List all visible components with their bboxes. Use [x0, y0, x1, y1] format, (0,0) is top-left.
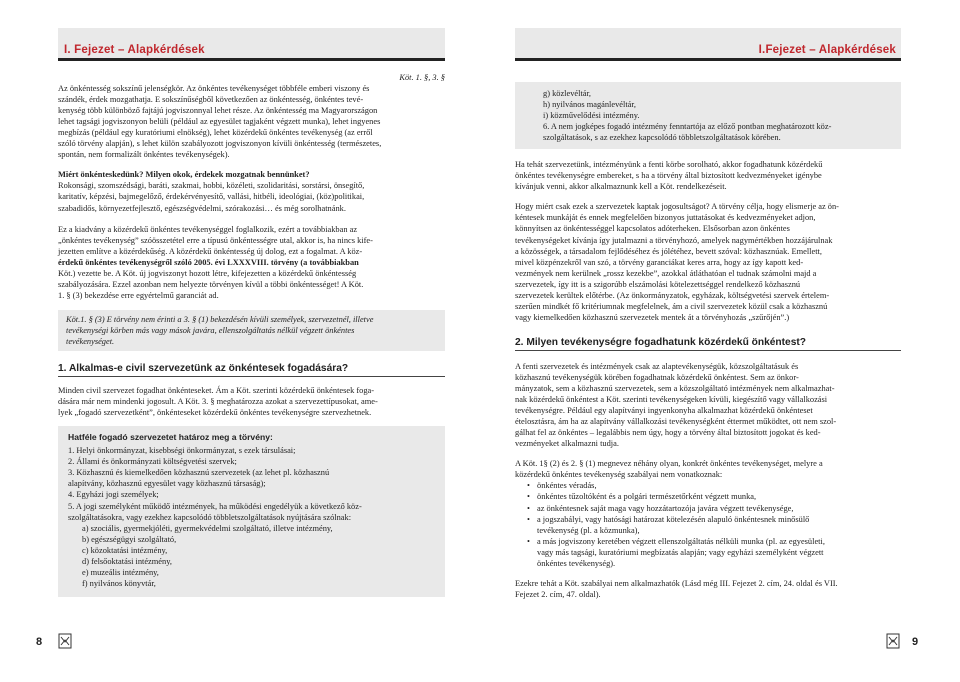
- text-line: szóló törvény alapján), s lehet külön szabályozott jogviszonyon kívüli önkéntesség (természetes,: [58, 139, 382, 149]
- host-organisations-box-continued: [515, 82, 901, 149]
- running-header-right: I.Fejezet – Alapkérdések: [758, 44, 896, 56]
- law-quote-box: [58, 310, 445, 351]
- list-item: g) közlevéltár,: [543, 89, 592, 98]
- text-line: könnyítsen az önkéntességgel kapcsolatos adóterheken. Elsősorban azon önkéntes: [515, 224, 790, 234]
- publication-scope-paragraph: [58, 224, 445, 301]
- list-item: • a más jogviszony keretében végzett ellenszolgáltatás nélküli munka (pl. az egyesületi,: [515, 536, 901, 547]
- text-line: közérdekű önkéntes tevékenység szabályai nem vonatkoznak:: [515, 470, 723, 480]
- closing-paragraph: [515, 578, 901, 600]
- text-line: vagy kiemelkedően közhasznú szervezetek mentek át a törvényhozás „szűrőjén”.): [515, 312, 790, 322]
- host-organisations-box: [58, 426, 445, 597]
- text-line: spontán, nem formalizált önkéntes tevékenységek).: [58, 150, 230, 160]
- list-item: szolgáltatások, s az ezekhez kapcsolódó többletszolgáltatások körében.: [543, 133, 781, 143]
- text-line: Köt.1. § (3) E törvény nem érinti a 3. § (1) bekezdésén kívüli személyek, szervezetnél, illetve: [66, 314, 374, 324]
- list-item: h) nyilvános magánlevéltár,: [543, 100, 636, 110]
- list-item: i) közművelődési intézmény.: [543, 111, 640, 121]
- exceptions-list: [515, 480, 901, 568]
- intro-paragraph: [58, 83, 445, 160]
- running-header-left: I. Fejezet – Alapkérdések: [64, 44, 205, 56]
- list-item: 6. A nem jogképes fogadó intézmény fenntartója az előző pontban meghatározott köz-: [543, 122, 832, 132]
- text-line: érdekű önkéntes tevékenységről szóló 2005. évi LXXXVIII. törvény (a továbbiakban: [58, 257, 359, 267]
- list-item: 4. Egyházi jogi személyek;: [68, 490, 159, 500]
- text-line: szerűen mindkét fő kritériumnak megfelelnek, ám a civil szervezetek közül csak a közhasznú: [515, 301, 828, 311]
- text-line: „önkéntes tevékenység” szóösszetétel erre a típusú önkéntességre utal, akkor is, ha nincs kife-: [58, 235, 373, 245]
- list-item: alapítvány, közhasznú egyesület vagy közhasznú társaság);: [68, 479, 266, 489]
- list-item-continuation: vagy más tagsági, kuratóriumi megbízatás alapján; vagy egyházi személyként végzett: [537, 547, 824, 557]
- text-line: a közösségek, a társadalom fejlődéséhez és jólétéhez, bevett szóval: közhasznúak. Emellett,: [515, 246, 822, 256]
- header-rule-right: [515, 58, 901, 61]
- text-line: megbízás (például egy kuratóriumi elnökség), lehet közérdekű önkéntes tevékenység (az erről: [58, 128, 373, 138]
- text-line: közhasznú tevékenységük körében fogadhatnak közérdekű önkéntest. Sem az önkor-: [515, 372, 799, 382]
- list-item: szolgáltatásokra, vagy ezekhez kapcsolódó többletszolgáltatások nyújtására szólnak:: [68, 512, 352, 522]
- text-line: vezmények nem kerülnek „rossz kezekbe”, azokkal átláthatóan el tudnak számolni majd a: [515, 268, 817, 278]
- text-line: kívánjuk venni, akkor alkalmaznunk kell a Köt. rendelkezéseit.: [515, 182, 727, 192]
- list-item: • az önkéntesnek saját maga vagy hozzátartozója javára végzett tevékenysége,: [515, 503, 901, 514]
- text-line: mányzatok, sem a közhasznú szervezetek, sem a közszolgáltató intézmények nem alkalmazhat-: [515, 384, 835, 394]
- law-reference: Köt. 1. §, 3. §: [399, 73, 445, 82]
- exceptions-intro: [515, 458, 901, 480]
- text-line: 1. § (3) bekezdése erre egyértelmű garanciát ad.: [58, 290, 219, 300]
- text-line: Rokonsági, szomszédsági, baráti, szakmai, hobbi, közéleti, szolidaritási, sorstársi, önsegítő,: [58, 181, 365, 191]
- text-line: szabadidős, környezetfejlesztő, egészségvédelmi, szórakozási… és még sorolhatnánk.: [58, 203, 346, 213]
- list-item: c) közoktatási intézmény,: [82, 545, 168, 555]
- text-line: ételosztásra, ám ha az alapítvány vállalkozási tevékenységként éttermet működtet, ott nem szol-: [515, 417, 837, 427]
- text-line: nak közérdekű önkéntest a Köt. szerinti tevékenységeken kívüli, kiegészítő vagy vállalkozási: [515, 395, 828, 405]
- text-line: szándék, érdek mozgathatja. E sokszínűségből következően az önkéntesség, önkéntes tevé-: [58, 95, 364, 105]
- text-line: Ha tehát szervezetünk, intézményünk a fenti körbe sorolható, akkor fogadhatunk közérdekű: [515, 160, 823, 170]
- text-line: A fenti szervezetek és intézmények csak az alaptevékenységük, közszolgáltatásuk és: [515, 361, 799, 371]
- why-question: Miért önkénteskedünk? Milyen okok, érdekek mozgatnak bennünket?: [58, 170, 310, 180]
- list-item: 3. Közhasznú és kiemelkedően közhasznú szervezetek (az lehet pl. közhasznú: [68, 468, 330, 478]
- text-line: mivel közpénzekről van szó, a törvény garanciákat keres arra, hogy az így kapott ked-: [515, 257, 804, 267]
- page-number-left: 8: [36, 636, 43, 648]
- text-line: Fejezet 2. cím, 47. oldal).: [515, 589, 601, 599]
- section-2-heading: 2. Milyen tevékenységre fogadhatunk közérdekű önkéntest?: [515, 337, 901, 351]
- page-number-right: 9: [912, 636, 919, 648]
- conclusion-paragraph: [515, 159, 901, 192]
- section-2-paragraph: [515, 361, 901, 449]
- list-item: 2. Állami és önkormányzati költségvetési szervek;: [68, 457, 237, 467]
- list-item: b) egészségügyi szolgáltató,: [82, 534, 177, 544]
- text-line: gálhat fel az önkéntes – legalábbis nem úgy, hogy a törvény által biztosított jogokat és ked-: [515, 428, 821, 438]
- left-column: [58, 72, 445, 597]
- section-1-heading: 1. Alkalmas-e civil szervezetünk az önkéntesek fogadására?: [58, 363, 445, 377]
- text-line: szervezetek, így itt is a szigorúbb elszámolási kötelezettséggel rendelkező közhasznú: [515, 279, 801, 289]
- host-organisation-list: [68, 445, 435, 522]
- list-item: • önkéntes véradás,: [515, 480, 901, 491]
- text-line: lehet tagsági jogviszonyon belüli (például az egyesület tagjaként végzett munka), lehet ingyenes: [58, 117, 381, 127]
- why-answer: [58, 180, 445, 213]
- publisher-logo-icon: [886, 633, 900, 649]
- box-title: Hatféle fogadó szervezetet határoz meg a törvény:: [68, 432, 273, 443]
- text-line: lyek „fogadó szervezetként”, önkénteseket közérdekű önkéntes tevékenységre szervezhetnek.: [58, 408, 372, 418]
- list-item-continuation: önkéntes tevékenység).: [537, 558, 616, 568]
- text-line: tevékenységre. Például egy alapítványi ingyenkonyha alkalmazhat közérdekű önkénteset: [515, 406, 813, 416]
- list-item: f) nyilvános könyvtár,: [82, 578, 156, 588]
- text-line: szervezetek kerültek előtérbe. (Az önkormányzatok, egyházak, költségvetési szervek értelem-: [515, 290, 830, 300]
- text-line: karitatív, képzési, bajmegelőző, érdekérvényesítő, vallási, hitbéli, ideológiai, (köz)politikai,: [58, 192, 365, 202]
- text-line: kenység több különböző fajtájú jogviszonnyal lehet része. Az önkéntesség ma Magyarországon: [58, 106, 378, 116]
- list-item: 1. Helyi önkormányzat, kisebbségi önkormányzat, s ezek társulásai;: [68, 446, 296, 456]
- text-line: jezetten említve a közérdekűség. A közérdekű önkéntesség új dolog, ezt a fogalmat. A köz-: [58, 246, 363, 256]
- list-item-continuation: tevékenység (pl. a közmunka),: [537, 525, 640, 535]
- list-item: 5. A jogi személyként működő intézmények, ha működési engedélyük a következő köz-: [68, 501, 362, 511]
- publisher-logo-icon: [58, 633, 72, 649]
- list-item: a) szociális, gyermekjóléti, gyermekvédelmi szolgáltató, illetve intézmény,: [82, 523, 333, 533]
- right-column: [515, 72, 901, 600]
- header-rule-left: [58, 58, 445, 61]
- text-line: tevékenységet.: [66, 336, 115, 346]
- text-line: tevékenységeket kívánja így jutalmazni a törvényhozó, amelyek nagymértékben hozzájárulnak: [515, 235, 833, 245]
- text-line: vezményeket alkalmazni tudja.: [515, 439, 619, 449]
- text-line: Minden civil szervezet fogadhat önkénteseket. Ám a Köt. szerinti közérdekű önkéntesek foga-: [58, 386, 375, 396]
- list-item: • önkéntes tűzoltóként és a polgári természetőrként végzett munka,: [515, 491, 901, 502]
- list-item: e) muzeális intézmény,: [82, 567, 159, 577]
- text-line: szabályozására. Ezzel azonban nem helyezte törvényen kívül a többi önkéntességet! A Köt.: [58, 279, 364, 289]
- text-line: dására már nem mindenki jogosult. A Köt. 3. § meghatározza azokat a szervezettípusokat, ame-: [58, 397, 378, 407]
- text-line: tevékenységi körben más vagy mások javára, ellenszolgáltatás nélkül végzett önkéntes: [66, 325, 355, 335]
- rationale-paragraph: [515, 201, 901, 323]
- text-line: önkéntes tevékenységre embereket, s ha a törvény által biztosított kedvezményeket igénybe: [515, 171, 822, 181]
- text-line: kéntesek munkáját és ennek megfelelően bizonyos juttatásokat és kedvezményeket adjon,: [515, 213, 816, 223]
- text-line: Hogy miért csak ezek a szervezetek kaptak jogosultságot? A törvény célja, hogy elismerje az ön-: [515, 202, 839, 212]
- text-line: Az önkéntesség sokszínű jelenségkör. Az önkéntes tevékenységet többféle emberi viszony és: [58, 84, 370, 94]
- text-line: A Köt. 1§ (2) és 2. § (1) megnevez néhány olyan, konkrét önkéntes tevékenységet, melyre a: [515, 459, 823, 469]
- list-item: • a jogszabályi, vagy hatósági határozat kötelezésén alapuló önkéntesnek minősülő: [515, 514, 901, 525]
- section-1-paragraph: [58, 385, 445, 418]
- text-line: Köt.) vezette be. A Köt. új jogviszonyt hozott létre, kifejezetten a közérdekű önkéntesség: [58, 268, 357, 278]
- list-item: d) felsőoktatási intézmény,: [82, 556, 172, 566]
- text-line: Ezekre tehát a Köt. szabályai nem alkalmazhatók (Lásd még III. Fejezet 2. cím, 24. oldal és VII.: [515, 578, 838, 588]
- service-sublist: [68, 523, 435, 589]
- text-line: Ez a kiadvány a közérdekű önkéntes tevékenységgel foglalkozik, ezért a továbbiakban az: [58, 224, 358, 234]
